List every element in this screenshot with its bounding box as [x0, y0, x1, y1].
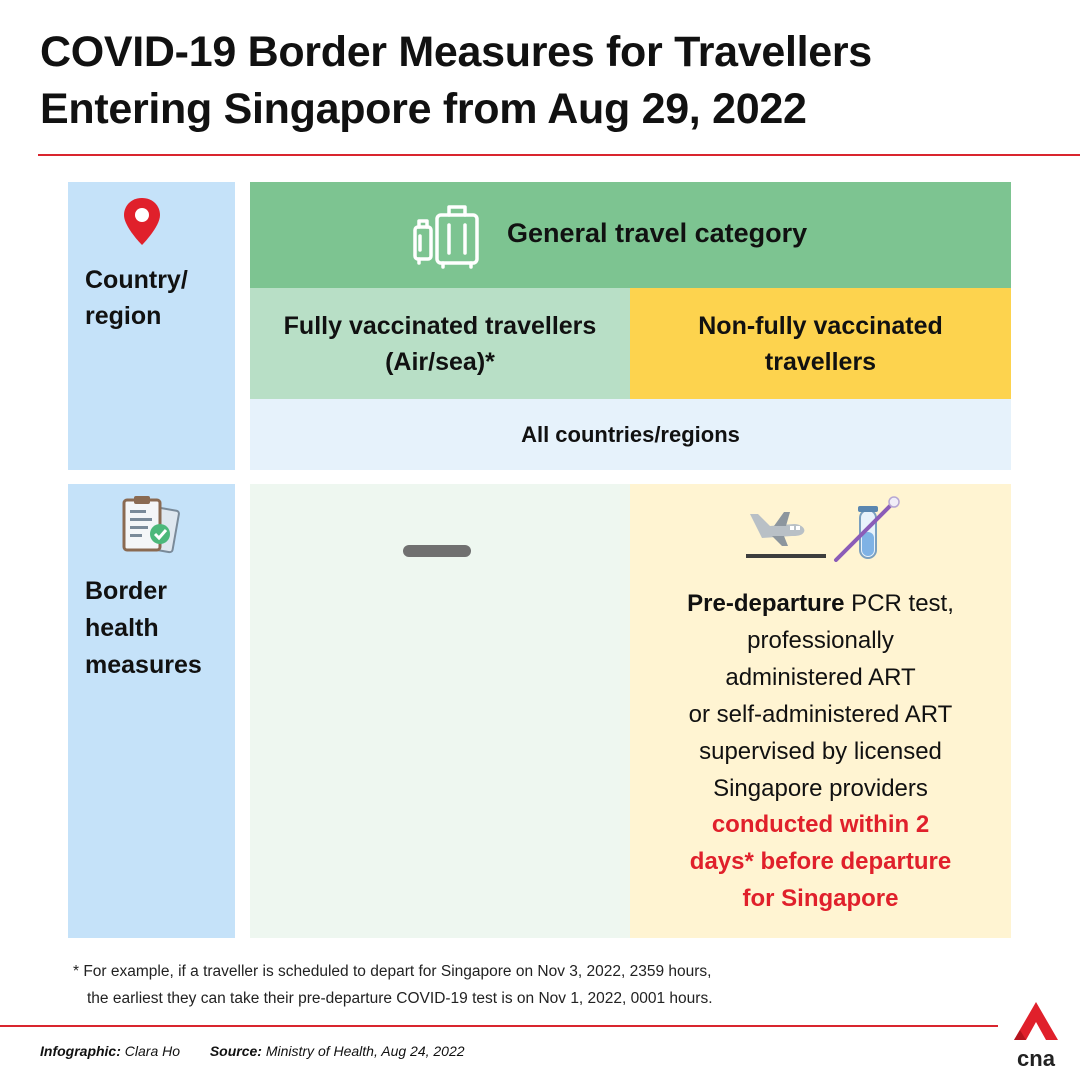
border-label-line-2: health [85, 614, 159, 642]
source-credit-value: Ministry of Health, Aug 24, 2022 [265, 1043, 465, 1059]
fully-vaccinated-line-2: (Air/sea)* [385, 347, 495, 376]
deadline-line-1: conducted within 2 [711, 811, 930, 839]
footnote-line-2: the earliest they can take their pre-departure COVID-19 test is on Nov 1, 2022, 0001 hours. [87, 990, 713, 1007]
country-label-line-1: Country/ [85, 266, 188, 294]
source-credit-key: Source: [209, 1043, 262, 1059]
pcr-test-text: PCR test, [844, 590, 954, 617]
infographic-credit-key: Infographic: [40, 1043, 121, 1059]
title-line-2: Entering Singapore from Aug 29, 2022 [40, 85, 807, 133]
fully-vaccinated-column-header [250, 288, 630, 399]
border-label-line-3: measures [85, 651, 202, 679]
credits [40, 1043, 465, 1059]
non-fully-vaccinated-line-2: travellers [764, 347, 877, 376]
dash-icon [403, 545, 471, 557]
test-tube-swab-icon [832, 496, 902, 562]
infographic-credit-value: Clara Ho [124, 1043, 181, 1059]
fully-vaccinated-line-1: Fully vaccinated travellers [283, 311, 597, 340]
requirement-line-5: supervised by licensed [699, 737, 942, 765]
location-pin-icon [121, 196, 163, 248]
airplane-takeoff-icon [744, 498, 828, 562]
footnote [73, 958, 713, 1012]
deadline-line-3: for Singapore [742, 885, 899, 913]
pre-departure-test-requirement [630, 586, 1011, 918]
non-fully-vaccinated-line-1: Non-fully vaccinated [698, 311, 943, 340]
requirement-line-4: or self-administered ART [688, 700, 953, 728]
footer-divider [0, 1025, 998, 1027]
requirement-line-6: Singapore providers [713, 774, 928, 802]
title-divider [38, 154, 1080, 156]
luggage-icon [411, 203, 481, 269]
general-travel-category-label: General travel category [507, 218, 808, 248]
requirement-line-3: administered ART [725, 663, 916, 691]
country-label-line-2: region [85, 302, 162, 330]
pre-departure-bold: Pre-departure [687, 590, 845, 617]
deadline-line-2: days* before departure [689, 848, 952, 876]
title-line-1: COVID-19 Border Measures for Travellers [40, 28, 872, 76]
all-countries-row: All countries/regions [250, 399, 1011, 470]
cna-logo-text: cna [1017, 1046, 1055, 1070]
footnote-line-1: * For example, if a traveller is scheduled to depart for Singapore on Nov 3, 2022, 2359 hours, [73, 963, 712, 980]
border-label-line-1: Border [85, 577, 167, 605]
health-documents-icon [120, 494, 182, 556]
requirement-line-1 [630, 586, 1011, 623]
requirement-line-2: professionally [747, 626, 894, 654]
non-fully-vaccinated-column-header [630, 288, 1011, 399]
cna-logo [1006, 1000, 1066, 1070]
page-title [40, 24, 1050, 138]
border-health-measures-label [85, 573, 202, 684]
country-region-label [85, 262, 188, 334]
